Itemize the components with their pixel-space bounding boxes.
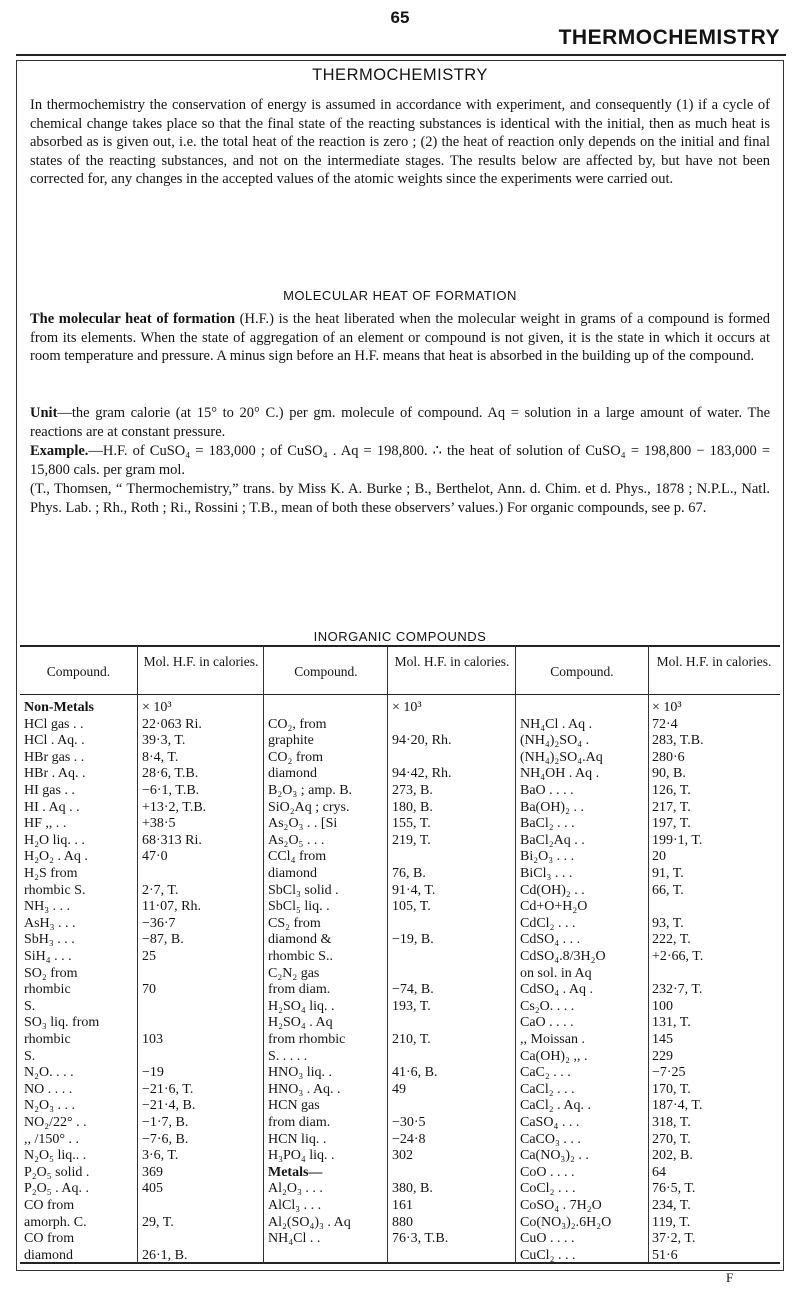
- compound-cell: Cd(OH)₂ . .: [520, 882, 585, 898]
- compound-cell: HI gas . .: [24, 783, 75, 798]
- header-hf: Mol. H.F. in calories.: [143, 654, 259, 669]
- hf-value-cell: 66, T.: [652, 882, 684, 898]
- compound-cell: Bi₂O₃ . . .: [520, 849, 575, 865]
- compound-cell: Cs₂O. . . .: [520, 998, 575, 1014]
- compound-cell: HF ,, . .: [24, 816, 67, 832]
- hf-value-cell: −36·7: [142, 915, 176, 931]
- hf-value-cell: 49: [392, 1081, 406, 1097]
- hf-value-cell: 880: [392, 1214, 413, 1230]
- hf-value-cell: 217, T.: [652, 799, 691, 815]
- running-head: THERMOCHEMISTRY: [558, 26, 780, 49]
- hf-value-cell: 2·7, T.: [142, 882, 179, 898]
- compound-cell: Co(NO₃)₂.6H₂O: [520, 1214, 612, 1230]
- compound-cell: N₂O₅ liq.. .: [24, 1148, 87, 1164]
- hf-value-cell: +13·2, T.B.: [142, 799, 207, 815]
- hf-value-cell: −7·25: [652, 1065, 686, 1081]
- compound-cell: CaCl₂ . . .: [520, 1081, 575, 1097]
- hf-value-cell: 94·42, Rh.: [392, 766, 452, 782]
- compound-cell: CO from: [24, 1198, 75, 1213]
- hf-value-cell: 22·063 Ri.: [142, 716, 202, 732]
- compound-cell: CaCO₃ . . .: [520, 1131, 581, 1147]
- page-number: 65: [390, 8, 410, 27]
- hf-value-cell: −21·4, B.: [142, 1098, 196, 1114]
- compound-cell: CO₂ from: [268, 749, 324, 765]
- compound-cell: HCN gas: [268, 1098, 320, 1114]
- table-header-rule: [20, 694, 780, 695]
- hf-value-cell: 94·20, Rh.: [392, 733, 452, 749]
- compound-cell: NH₄Cl . .: [268, 1231, 321, 1247]
- compound-cell: As₂O₃ . . [Si: [268, 816, 338, 832]
- hf-value-cell: 91, T.: [652, 866, 684, 881]
- compound-cell: HBr . Aq. .: [24, 766, 86, 782]
- hf-value-cell: × 10³: [392, 700, 422, 715]
- hf-value-cell: 126, T.: [652, 783, 691, 798]
- hf-value-cell: 199·1, T.: [652, 832, 703, 848]
- hf-value-cell: 41·6, B.: [392, 1065, 438, 1081]
- compound-cell: H₂S from: [24, 866, 78, 881]
- compound-cell: CdCl₂ . . .: [520, 915, 576, 931]
- table-divider: [263, 645, 264, 1263]
- compound-cell: Metals—: [268, 1164, 323, 1180]
- hf-value-cell: −74, B.: [392, 982, 434, 998]
- hf-value-cell: 119, T.: [652, 1214, 691, 1230]
- compound-cell: CoCl₂ . . .: [520, 1181, 576, 1197]
- table-divider: [515, 645, 516, 1263]
- compound-cell: AsH₃ . . .: [24, 915, 76, 931]
- compound-cell: NO₂/22° . .: [24, 1115, 87, 1130]
- hf-value-cell: 145: [652, 1032, 673, 1047]
- hf-value-cell: 25: [142, 949, 156, 964]
- compound-cell: CCl₄ from: [268, 849, 327, 865]
- hf-value-cell: 380, B.: [392, 1181, 433, 1197]
- compound-cell: S. . . . .: [268, 1048, 308, 1064]
- hf-value-cell: 8·4, T.: [142, 749, 179, 765]
- hf-value-cell: 100: [652, 998, 673, 1014]
- hf-value-cell: 51·6: [652, 1247, 678, 1263]
- compound-cell: SiO₂Aq ; crys.: [268, 799, 350, 815]
- compound-cell: on sol. in Aq: [520, 965, 592, 981]
- compound-cell: CaO . . . .: [520, 1015, 574, 1031]
- compound-cell: C₂N₂ gas: [268, 965, 320, 981]
- compound-cell: ,, Moissan .: [520, 1032, 585, 1047]
- hf-value-cell: −7·6, B.: [142, 1131, 189, 1147]
- hf-value-cell: × 10³: [652, 700, 682, 715]
- hf-value-cell: 91·4, T.: [392, 882, 436, 898]
- hf-value-cell: −1·7, B.: [142, 1115, 189, 1130]
- unit-text: —the gram calorie (at 15° to 20° C.) per gm. molecule of compound. Aq = solution in a large amount of water. The reactions are at constant pressure.: [30, 405, 770, 440]
- compound-cell: SO₂ from: [24, 965, 78, 981]
- hf-value-cell: 202, B.: [652, 1148, 693, 1164]
- hf-value-cell: 369: [142, 1164, 163, 1180]
- compound-cell: rhombic: [24, 982, 71, 998]
- compound-cell: (NH₄)₂SO₄.Aq: [520, 749, 603, 765]
- example-text: —H.F. of CuSO₄ = 183,000 ; of CuSO₄ . Aq = 198,800. ∴ the heat of solution of CuSO₄ = 198,800 − 183,000 = 15,800 cals. per gram mol.: [30, 443, 770, 478]
- header-compound: Compound.: [294, 664, 358, 679]
- table-top-rule: [20, 645, 780, 647]
- hf-value-cell: 93, T.: [652, 915, 684, 931]
- hf-value-cell: 90, B.: [652, 766, 686, 782]
- hf-value-cell: 64: [652, 1164, 666, 1180]
- compound-cell: Ca(NO₃)₂ . .: [520, 1148, 589, 1164]
- compound-cell: H₂SO₄ liq. .: [268, 998, 335, 1014]
- compound-cell: SbH₃ . . .: [24, 932, 75, 948]
- table-divider: [648, 645, 649, 1263]
- compound-cell: Ca(OH)₂ ,, .: [520, 1048, 588, 1064]
- hf-value-cell: 405: [142, 1181, 163, 1197]
- compound-cell: HI . Aq . .: [24, 799, 80, 815]
- hf-value-cell: 193, T.: [392, 998, 431, 1014]
- compound-cell: NH₃ . . .: [24, 899, 71, 915]
- hf-value-cell: 47·0: [142, 849, 168, 865]
- compound-cell: CO₂, from: [268, 716, 327, 732]
- compound-cell: B₂O₃ ; amp. B.: [268, 783, 353, 798]
- definition-text: (H.F.) is the heat liberated when the molecular weight in grams of a compound is formed from its elements. When the state of aggregation of an element or compound is not given, it is the state in which it occurs at room temperature and pressure. A minus sign before an H.F. means that heat is absorbed in the building up of the compound.: [30, 311, 770, 365]
- compound-cell: HNO₃ . Aq. .: [268, 1081, 341, 1097]
- hf-value-cell: 29, T.: [142, 1214, 174, 1230]
- compound-cell: diamond: [268, 866, 317, 881]
- compound-cell: from diam.: [268, 982, 331, 998]
- compound-cell: S.: [24, 1048, 36, 1064]
- hf-value-cell: 222, T.: [652, 932, 691, 948]
- hf-value-cell: 105, T.: [392, 899, 431, 915]
- table-divider: [137, 645, 138, 1263]
- hf-value-cell: 76·5, T.: [652, 1181, 696, 1197]
- compound-cell: rhombic S..: [268, 949, 333, 964]
- hf-value-cell: 39·3, T.: [142, 733, 186, 749]
- compound-cell: HBr gas . .: [24, 749, 85, 765]
- compound-cell: H₂O₂ . Aq .: [24, 849, 88, 865]
- compound-cell: CdSO₄ . Aq .: [520, 982, 593, 998]
- compound-cell: HCl gas . .: [24, 716, 84, 732]
- compound-cell: AlCl₃ . . .: [268, 1198, 322, 1213]
- example-paragraph: [30, 442, 770, 479]
- compound-cell: CdSO₄.8/3H₂O: [520, 949, 606, 964]
- compound-cell: CS₂ from: [268, 915, 321, 931]
- compound-cell: CdSO₄ . . .: [520, 932, 581, 948]
- hf-value-cell: 229: [652, 1048, 673, 1064]
- compound-cell: H₂O liq. . .: [24, 832, 85, 848]
- hf-value-cell: 72·4: [652, 716, 678, 732]
- hf-value-cell: −21·6, T.: [142, 1081, 194, 1097]
- compound-cell: SO₃ liq. from: [24, 1015, 100, 1031]
- hf-value-cell: −19, B.: [392, 932, 434, 948]
- hf-value-cell: 318, T.: [652, 1115, 691, 1130]
- definition-paragraph: [30, 310, 770, 366]
- compound-cell: diamond &: [268, 932, 332, 948]
- hf-value-cell: 28·6, T.B.: [142, 766, 199, 782]
- compound-cell: BiCl₃ . . .: [520, 866, 573, 881]
- table-divider: [387, 645, 388, 1263]
- hf-value-cell: −24·8: [392, 1131, 426, 1147]
- compound-cell: ,, /150° . .: [24, 1131, 79, 1147]
- header-hf: Mol. H.F. in calories.: [394, 654, 510, 669]
- compound-cell: Al₂O₃ . . .: [268, 1181, 323, 1197]
- compound-cell: As₂O₅ . . .: [268, 832, 325, 848]
- compound-cell: N₂O. . . .: [24, 1065, 74, 1081]
- compound-cell: NO . . . .: [24, 1081, 73, 1097]
- hf-value-cell: 180, B.: [392, 799, 433, 815]
- compound-cell: NH₄OH . Aq .: [520, 766, 600, 782]
- hf-value-cell: 155, T.: [392, 816, 431, 832]
- hf-value-cell: 302: [392, 1148, 413, 1164]
- hf-value-cell: +38·5: [142, 816, 176, 832]
- intro-paragraph: In thermochemistry the conservation of energy is assumed in accordance with experiment, and consequently (1) if a cycle of chemical change takes place so that the final state of the reacting substances is identical with the initial, then as much heat is absorbed as is given out, i.e. the total heat of the reaction is zero ; (2) the heat of reaction only depends on the initial and final states of the reacting substances, and not on the intermediate stages. The results below are affected by, but have not been corrected for, any changes in the accepted values of the atomic weights since the experiments were carried out.: [30, 97, 770, 188]
- hf-value-cell: 280·6: [652, 749, 685, 765]
- header-compound: Compound.: [550, 664, 614, 679]
- hf-value-cell: 273, B.: [392, 783, 433, 798]
- hf-value-cell: 232·7, T.: [652, 982, 703, 998]
- compound-cell: rhombic S.: [24, 882, 86, 898]
- signature-mark: F: [726, 1270, 734, 1285]
- hf-value-cell: 283, T.B.: [652, 733, 704, 749]
- compound-cell: CaSO₄ . . .: [520, 1115, 580, 1130]
- hf-value-cell: 37·2, T.: [652, 1231, 696, 1247]
- hf-value-cell: 170, T.: [652, 1081, 691, 1097]
- compound-cell: BaO . . . .: [520, 783, 574, 798]
- definition-term: The molecular heat of formation: [30, 311, 236, 327]
- hf-value-cell: 76·3, T.B.: [392, 1231, 449, 1247]
- example-term: Example.: [30, 443, 89, 459]
- compound-cell: graphite: [268, 733, 314, 749]
- hf-value-cell: −6·1, T.B.: [142, 783, 200, 798]
- hf-value-cell: 76, B.: [392, 866, 426, 881]
- compound-cell: Cd+O+H₂O: [520, 899, 588, 915]
- unit-paragraph: [30, 404, 770, 441]
- compound-cell: NH₄Cl . Aq .: [520, 716, 593, 732]
- hf-value-cell: 11·07, Rh.: [142, 899, 201, 915]
- compound-cell: S.: [24, 998, 36, 1014]
- compound-cell: CO from: [24, 1231, 75, 1247]
- compound-cell: SbCl₅ liq. .: [268, 899, 330, 915]
- compound-cell: diamond: [24, 1247, 73, 1263]
- hf-value-cell: 234, T.: [652, 1198, 691, 1213]
- hf-value-cell: 210, T.: [392, 1032, 431, 1047]
- compound-cell: H₃PO₄ liq. .: [268, 1148, 335, 1164]
- hf-value-cell: 3·6, T.: [142, 1148, 179, 1164]
- hf-value-cell: 161: [392, 1198, 413, 1213]
- molecular-heading: MOLECULAR HEAT OF FORMATION: [283, 288, 517, 303]
- hf-value-cell: +2·66, T.: [652, 949, 704, 964]
- hf-value-cell: 68·313 Ri.: [142, 832, 202, 848]
- section-title: THERMOCHEMISTRY: [312, 66, 488, 84]
- hf-value-cell: −30·5: [392, 1115, 426, 1130]
- compound-cell: Al₂(SO₄)₃ . Aq: [268, 1214, 351, 1230]
- compound-cell: P₂O₅ solid .: [24, 1164, 90, 1180]
- compound-cell: diamond: [268, 766, 317, 782]
- hf-value-cell: 70: [142, 982, 156, 998]
- hf-value-cell: 131, T.: [652, 1015, 691, 1031]
- compound-cell: CuO . . . .: [520, 1231, 575, 1247]
- compound-cell: N₂O₃ . . .: [24, 1098, 75, 1114]
- hf-value-cell: 219, T.: [392, 832, 431, 848]
- compound-cell: Ba(OH)₂ . .: [520, 799, 584, 815]
- compound-cell: rhombic: [24, 1032, 71, 1047]
- compound-cell: CoO . . . .: [520, 1164, 575, 1180]
- compound-cell: CoSO₄ . 7H₂O: [520, 1198, 602, 1213]
- compound-cell: BaCl₂ . . .: [520, 816, 575, 832]
- compound-cell: from diam.: [268, 1115, 331, 1130]
- hf-value-cell: 103: [142, 1032, 163, 1047]
- hf-value-cell: 26·1, B.: [142, 1247, 188, 1263]
- hf-value-cell: × 10³: [142, 700, 172, 715]
- hf-value-cell: 270, T.: [652, 1131, 691, 1147]
- compound-cell: (NH₄)₂SO₄ .: [520, 733, 590, 749]
- compound-cell: CaCl₂ . Aq. .: [520, 1098, 591, 1114]
- compound-cell: Non-Metals: [24, 700, 94, 715]
- hf-value-cell: 187·4, T.: [652, 1098, 703, 1114]
- hf-value-cell: 20: [652, 849, 666, 865]
- header-compound: Compound.: [46, 664, 111, 679]
- compound-cell: SiH₄ . . .: [24, 949, 72, 964]
- unit-term: Unit: [30, 405, 58, 421]
- hf-value-cell: −19: [142, 1065, 164, 1081]
- compound-cell: HNO₃ liq. .: [268, 1065, 332, 1081]
- compound-cell: CuCl₂ . . .: [520, 1247, 576, 1263]
- compound-cell: BaCl₂Aq . .: [520, 832, 585, 848]
- hf-value-cell: −87, B.: [142, 932, 184, 948]
- compound-cell: SbCl₃ solid .: [268, 882, 339, 898]
- top-rule: [16, 54, 786, 56]
- compound-cell: CaC₂ . . .: [520, 1065, 571, 1081]
- compound-cell: HCN liq. .: [268, 1131, 327, 1147]
- compound-cell: HCl . Aq. .: [24, 733, 85, 749]
- hf-value-cell: 197, T.: [652, 816, 691, 832]
- compound-cell: P₂O₅ . Aq. .: [24, 1181, 89, 1197]
- compound-cell: from rhombic: [268, 1032, 346, 1047]
- compound-cell: H₂SO₄ . Aq: [268, 1015, 333, 1031]
- sources-paragraph: (T., Thomsen, “ Thermochemistry,” trans. by Miss K. A. Burke ; B., Berthelot, Ann. d. Chim. et d. Phys., 1878 ; N.P.L., Natl. Phys. Lab. ; Rh., Roth ; Ri., Rossini ; T.B., mean of both these observers’ values.) For organic compounds, see p. 67.: [30, 481, 770, 516]
- table-heading: INORGANIC COMPOUNDS: [313, 629, 487, 644]
- compound-cell: amorph. C.: [24, 1214, 87, 1230]
- header-hf: Mol. H.F. in calories.: [656, 654, 772, 669]
